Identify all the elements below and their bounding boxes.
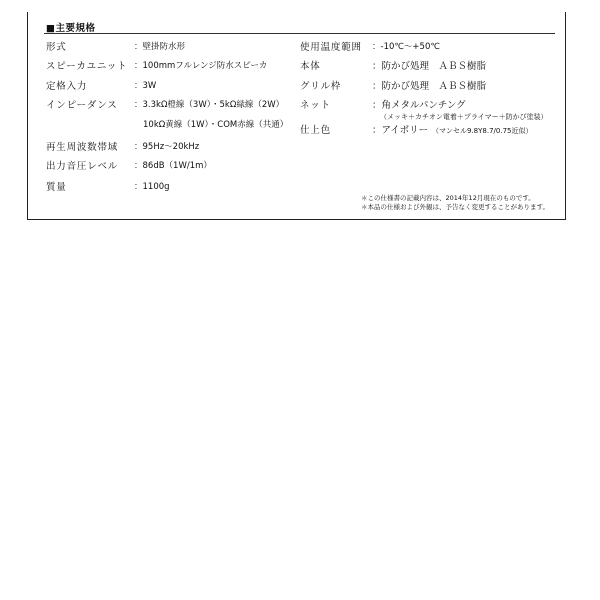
- spec-label: 本体: [300, 61, 321, 72]
- spec-label: インピーダンス: [46, 100, 118, 111]
- spec-value: ：100mmフルレンジ防水スピーカ: [134, 61, 268, 71]
- title-divider: [44, 33, 555, 34]
- spec-value: ：3.3kΩ橙線（3W）・5kΩ緑線（2W）: [134, 100, 285, 110]
- spec-label: 形式: [46, 42, 67, 53]
- spec-label: 定格入力: [46, 81, 88, 92]
- spec-value: ：角メタルパンチング: [372, 100, 466, 111]
- section-title: ■主要規格: [46, 23, 96, 34]
- spec-label: 再生周波数帯域: [46, 142, 119, 153]
- spec-value: ：壁掛防水形: [134, 42, 186, 52]
- spec-subnote: （マンセル9.8Y8.7/0.75近似）: [432, 127, 533, 135]
- spec-label: 仕上色: [300, 125, 331, 136]
- spec-label: ネット: [300, 100, 331, 111]
- spec-value: ：防かび処理 ＡＢＳ樹脂: [372, 81, 487, 92]
- spec-subnote: （メッキ＋カチオン電着＋プライマー＋防かび塗装）: [380, 113, 548, 121]
- spec-value: ：3W: [134, 81, 157, 91]
- spec-label: 使用温度範囲: [300, 42, 362, 53]
- spec-value: ：防かび処理 ＡＢＳ樹脂: [372, 61, 487, 72]
- spec-label: 出力音圧レベル: [46, 161, 119, 172]
- spec-value: ：95Hz～20kHz: [134, 142, 200, 152]
- spec-label: グリル枠: [300, 81, 342, 92]
- spec-label: 質量: [46, 182, 67, 193]
- spec-value: ：アイボリー: [372, 125, 429, 136]
- spec-value: ：-10℃～+50℃: [372, 42, 440, 52]
- spec-value: ：1100g: [134, 182, 170, 192]
- footnote: ＊この仕様書の記載内容は、2014年12月現在のものです。: [361, 194, 535, 202]
- spec-value: ：86dB（1W/1m）: [134, 161, 212, 171]
- spec-value-continued: 10kΩ黄線（1W）・COM赤線（共通）: [143, 120, 289, 130]
- footnote: ＊本品の仕様および外観は、予告なく変更することがあります。: [361, 203, 549, 211]
- footnotes: [361, 194, 549, 212]
- spec-label: スピーカユニット: [46, 61, 128, 72]
- spec-sheet: [27, 12, 566, 220]
